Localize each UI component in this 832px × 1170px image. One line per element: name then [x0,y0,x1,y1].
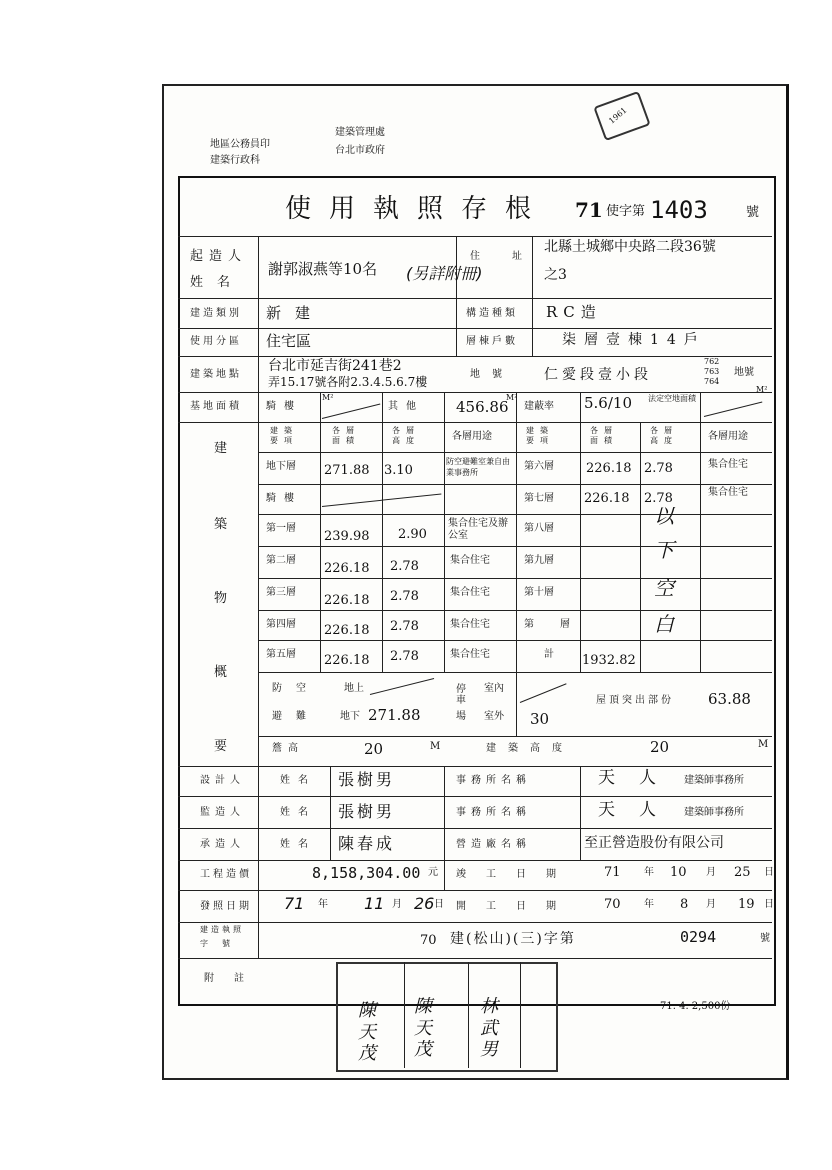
roof-value: 63.88 [708,690,751,708]
other-label: 其他 [388,401,424,412]
other-unit: M² [506,393,518,402]
start-month: 8 [680,897,689,912]
applicant-label-2: 姓名 [190,275,245,290]
shelter-label-1: 防空 [272,683,320,694]
permit-number: 1403 [650,196,708,224]
shelter-label-2: 避難 [272,711,320,722]
address-label-1: 住 [470,251,480,262]
table-row-use: 集合住宅 [450,587,490,598]
issue-label: 發照日期 [200,901,252,912]
floors-value: 柒層壹棟14戶 [562,332,706,348]
seal-3: 林武男 [480,996,498,1061]
table-row-floor: 第十層 [524,587,554,598]
table-row-height: 2.78 [390,649,419,664]
structure-value: RC造 [546,303,602,321]
contractor-role: 承造人 [200,839,245,850]
start-year-label: 年 [644,899,654,910]
lot-suffix: 地號 [734,367,754,378]
structure-label: 構造種類 [466,308,518,319]
permit-label-2: 字號 [200,939,244,948]
table-row-floor: 第七層 [524,493,554,504]
section-char-5: 要 [214,739,228,754]
address-line2: 之3 [544,267,567,283]
hdr-height-right: 各層高度 [650,426,678,446]
designer-name-label: 姓名 [280,775,316,786]
permit-year: 70 [420,933,437,948]
supervisor-name: 張樹男 [338,802,396,821]
hdr-area-right: 各層面積 [590,426,618,446]
legal-open-label: 法定空地面積 [648,394,696,403]
use-zone-value: 住宅區 [266,332,312,350]
table-row-area: 226.18 [324,653,370,668]
completion-month-label: 月 [706,867,716,878]
table-row-area: 226.18 [324,593,370,608]
arcade-unit: M² [322,393,334,402]
designer-office-suffix: 建築師事務所 [684,775,744,786]
seal-2: 陳天茂 [414,996,432,1061]
table-row-floor: 第五層 [266,649,296,660]
handwritten-blank-2: 下 [654,538,674,562]
ratio-label: 建蔽率 [524,401,554,412]
issue-month: 11 [364,894,385,913]
handwritten-blank-1: 以 [654,504,674,528]
title-prefix: 使字第 [606,204,646,219]
table-row-use: 集合住宅 [450,619,490,630]
arcade-label: 騎樓 [266,401,302,412]
table-row-floor: 第三層 [266,587,296,598]
table-row-area: 226.18 [324,623,370,638]
lot-label: 地號 [470,369,514,380]
completion-label: 竣工日期 [456,869,576,880]
applicant-name: 謝郭淑燕等10名 [268,260,378,278]
hdr-height-left: 各層高度 [392,426,420,446]
lot-number-2: 763 [704,367,720,376]
supervisor-office-suffix: 建築師事務所 [684,807,744,818]
hdr-floor-left: 建築要項 [270,426,298,446]
use-zone-label: 使用分區 [190,336,242,347]
table-row-height: 2.78 [390,589,419,604]
site-addr-line1: 台北市延吉街241巷2 [268,358,402,374]
table-row-floor: 第 層 [524,619,578,630]
right-stamp-line2: 台北市政府 [335,145,385,156]
address-label-2: 址 [512,251,522,262]
designer-office-label: 事務所名稱 [456,775,531,786]
shelter-above-label: 地上 [344,683,364,694]
designer-office: 天人 [598,768,680,788]
table-row-floor: 第一層 [266,523,296,534]
permit-doc-number: 0294 [680,928,717,946]
handwritten-blank-4: 白 [654,612,674,636]
completion-day: 25 [734,865,751,880]
building-height-label: 建築高度 [486,743,574,754]
section-char-2: 築 [214,517,228,532]
eaves-value: 20 [364,740,384,758]
table-row-floor: 第八層 [524,523,554,534]
table-row-floor: 第九層 [524,555,554,566]
issue-year-label: 年 [318,899,328,910]
contractor-firm-label: 營造廠名稱 [456,839,531,850]
lot-number-3: 764 [704,377,720,386]
other-value: 456.86 [456,398,509,416]
right-stamp-line1: 建築管理處 [335,127,385,138]
parking-label-2: 場 [456,711,466,722]
contractor-firm: 至正營造股份有限公司 [584,835,724,851]
eaves-unit: M [430,741,441,752]
corner-stamp: 1961 [607,105,629,126]
table-row-floor: 計 [544,649,554,660]
permit-suffix: 號 [760,933,770,944]
title-suffix: 號 [746,205,760,220]
hdr-floor-right: 建築要項 [526,426,554,446]
table-row-height: 2.78 [644,491,673,506]
issue-day: 26 [414,894,435,913]
parking-label-1: 停車 [456,684,466,706]
table-row-area: 271.88 [324,463,370,478]
parking-indoor-label: 室內 [484,683,504,694]
building-type-label: 建造類別 [190,308,242,319]
remarks-label: 附註 [204,973,264,984]
print-note: 71. 4. 2,500份 [660,1001,731,1012]
table-row-height: 3.10 [384,463,413,478]
table-row-height: 2.78 [390,619,419,634]
cost-value: 8,158,304.00 [312,864,421,882]
form-title: 使用執照存根 [285,194,550,224]
lot-number-1: 762 [704,357,720,366]
table-row-floor: 第四層 [266,619,296,630]
parking-outdoor-label: 室外 [484,711,504,722]
hdr-area-left: 各層面積 [332,426,360,446]
site-label: 建築地點 [190,369,242,380]
start-year: 70 [604,897,621,912]
seal-1: 陳天茂 [358,1000,376,1065]
table-row-floor: 第二層 [266,555,296,566]
total-area: 1932.82 [582,653,636,668]
building-height-value: 20 [650,738,670,756]
issue-month-label: 月 [392,899,402,910]
parking-outdoor-value: 30 [530,710,550,728]
area-label: 基地面積 [190,401,242,412]
designer-name: 張樹男 [338,770,396,789]
left-stamp-line2: 建築行政科 [210,155,260,166]
table-row-area: 239.98 [324,529,370,544]
table-row-floor: 騎樓 [266,493,302,504]
table-row-height: 2.78 [644,461,673,476]
ratio-value: 5.6/10 [584,394,632,412]
table-row-use: 集合住宅 [708,459,748,470]
cost-unit: 元 [428,867,438,878]
shelter-below-label: 地下 [340,711,360,722]
section-char-1: 建 [214,441,228,456]
completion-year: 71 [604,865,621,880]
permit-label-1: 建造執照 [200,925,244,934]
completion-day-label: 日 [764,867,774,878]
table-row-use: 防空避難室兼自由業事務所 [446,457,510,478]
supervisor-office: 天人 [598,800,680,820]
building-type-value: 新建 [266,304,325,322]
contractor-name-label: 姓名 [280,839,316,850]
floors-label: 層棟戶數 [466,336,518,347]
section-char-4: 概 [214,665,228,680]
applicant-handwritten: (另詳附冊) [406,264,483,283]
legal-unit: M² [756,385,768,394]
table-row-use: 集合住宅 [450,555,490,566]
table-row-use: 集合住宅 [708,487,748,498]
table-row-use: 集合住宅 [450,649,490,660]
start-label: 開工日期 [456,901,576,912]
issue-year: 71 [284,894,305,913]
hdr-use-right: 各層用途 [708,431,748,442]
section-char-3: 物 [214,591,228,606]
designer-role: 設計人 [200,775,245,786]
table-row-area: 226.18 [324,561,370,576]
start-day-label: 日 [764,899,774,910]
left-stamp-line1: 地區公務員印 [210,139,270,150]
hdr-use-left: 各層用途 [452,431,492,442]
applicant-label-1: 起造人 [190,249,248,264]
cost-label: 工程造價 [200,869,252,880]
supervisor-name-label: 姓名 [280,807,316,818]
title-year: 71 [575,198,603,222]
completion-month: 10 [670,865,687,880]
handwritten-blank-3: 空 [654,576,674,600]
contractor-name: 陳春成 [338,834,396,853]
lot-value: 仁愛段壹小段 [544,367,652,383]
supervisor-role: 監造人 [200,807,245,818]
table-row-height: 2.90 [398,527,427,542]
start-month-label: 月 [706,899,716,910]
eaves-label: 簷高 [272,743,304,754]
table-row-floor: 地下層 [266,461,296,472]
permit-text: 建(松山)(三)字第 [450,931,576,947]
table-row-area: 226.18 [584,491,630,506]
site-addr-line2: 弄15.17號各附2.3.4.5.6.7樓 [268,375,428,389]
table-row-area: 226.18 [586,461,632,476]
issue-day-label: 日 [434,899,444,910]
supervisor-office-label: 事務所名稱 [456,807,531,818]
start-day: 19 [738,897,755,912]
table-row-floor: 第六層 [524,461,554,472]
shelter-below-value: 271.88 [368,706,421,724]
table-row-use: 集合住宅及辦公室 [448,518,508,541]
completion-year-label: 年 [644,867,654,878]
building-height-unit: M [758,739,769,750]
table-row-height: 2.78 [390,559,419,574]
roof-label: 屋頂突出部份 [596,695,674,706]
address-line1: 北縣土城鄉中央路二段36號 [544,239,716,255]
